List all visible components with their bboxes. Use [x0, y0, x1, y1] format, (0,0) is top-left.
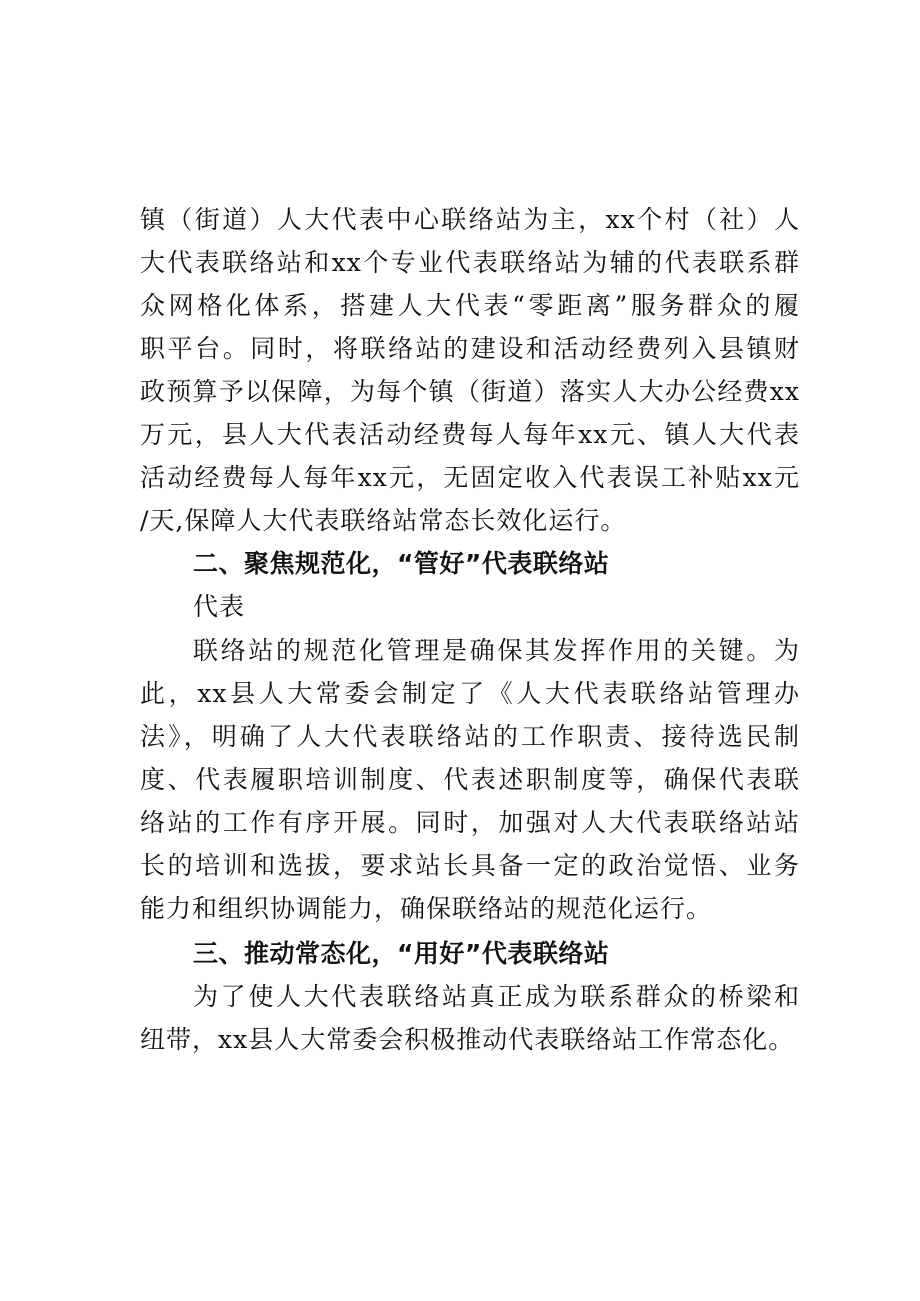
paragraph-2-line-1: 联络站的规范化管理是确保其发挥作用的关键。为 [193, 636, 800, 665]
paragraph-1-line-3: 众网格化体系，搭建人大代表“零距离”服务群众的履 [140, 291, 800, 320]
paragraph-3-line-2: 纽带，xx县人大常委会积极推动代表联络站工作常态化。 [140, 1025, 795, 1054]
paragraph-1-line-4: 职平台。同时，将联络站的建设和活动经费列入县镇财 [140, 334, 800, 363]
fragment-line: 代表 [193, 592, 246, 621]
paragraph-2-line-7: 能力和组织协调能力，确保联络站的规范化运行。 [140, 894, 713, 923]
paragraph-1-line-5: 政预算予以保障，为每个镇（街道）落实人大办公经费xx [140, 377, 800, 406]
paragraph-3-line-1: 为了使人大代表联络站真正成为联系群众的桥梁和 [193, 982, 800, 1011]
paragraph-2-line-6: 长的培训和选拔，要求站长具备一定的政治觉悟、业务 [140, 851, 800, 880]
section-heading-3: 三、推动常态化，“用好”代表联络站 [193, 939, 610, 968]
paragraph-1-line-6: 万元，县人大代表活动经费每人每年xx元、镇人大代表 [140, 420, 800, 449]
paragraph-1-line-8: /天,保障人大代表联络站常态长效化运行。 [140, 506, 627, 535]
paragraph-2-line-3: 法》，明确了人大代表联络站的工作职责、接待选民制 [140, 722, 800, 751]
paragraph-1-line-1: 镇（街道）人大代表中心联络站为主，xx个村（社）人 [140, 205, 800, 234]
paragraph-2-line-5: 络站的工作有序开展。同时，加强对人大代表联络站站 [140, 808, 800, 837]
paragraph-2-line-4: 度、代表履职培训制度、代表述职制度等，确保代表联 [140, 765, 800, 794]
paragraph-2-line-2: 此，xx县人大常委会制定了《人大代表联络站管理办 [140, 679, 800, 708]
paragraph-1-line-7: 活动经费每人每年xx元，无固定收入代表误工补贴xx元 [140, 463, 800, 492]
paragraph-1-line-2: 大代表联络站和xx个专业代表联络站为辅的代表联系群 [140, 248, 800, 277]
section-heading-2: 二、聚焦规范化，“管好”代表联络站 [193, 549, 610, 578]
